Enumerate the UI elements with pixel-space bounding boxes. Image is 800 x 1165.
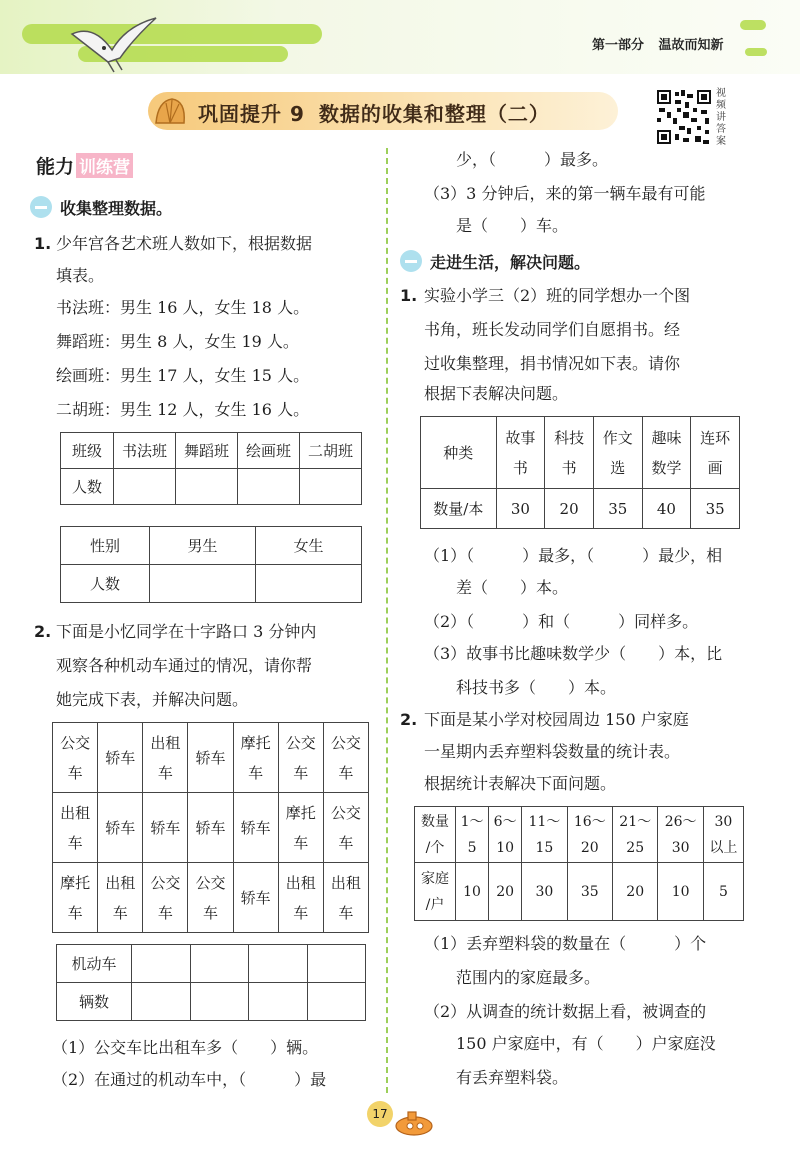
question-text: 根据统计表解决下面问题。 [424, 774, 617, 793]
range-end: 30 [671, 839, 690, 856]
vehicle-cell: 轿车 [98, 793, 143, 863]
bag-range [567, 807, 612, 863]
book-category: 趣味数学 [642, 417, 691, 489]
table-header: 书法班 [114, 433, 176, 469]
gender-count-table [60, 526, 362, 603]
family-count: 10 [456, 863, 489, 921]
seagull-illustration [64, 14, 164, 78]
table-header [415, 807, 456, 863]
question-text: 一星期内丢弃塑料袋数量的统计表。 [424, 742, 681, 761]
answer-cell[interactable] [307, 983, 366, 1021]
bag-range [703, 807, 743, 863]
part-subtitle: 温故而知新 [658, 38, 724, 53]
question-number: 1. [34, 234, 52, 253]
row-label: 人数 [61, 565, 150, 603]
vehicle-cell: 摩托车 [53, 863, 98, 933]
answer-cell[interactable] [249, 945, 308, 983]
book-category: 科技书 [545, 417, 594, 489]
answer-cell[interactable] [150, 565, 256, 603]
range-start: 1～ [460, 813, 484, 830]
book-category: 故事书 [496, 417, 545, 489]
book-count: 20 [545, 489, 594, 529]
section-icon [30, 196, 52, 218]
section-title-life: 走进生活，解决问题。 [430, 253, 591, 272]
sub-question: （1）丢弃塑料袋的数量在（ ）个 [424, 934, 707, 953]
question-text: 观察各种机动车通过的情况，请你帮 [56, 656, 313, 675]
answer-cell[interactable] [190, 983, 249, 1021]
range-end: 10 [496, 839, 515, 856]
vehicle-cell: 公交车 [143, 863, 188, 933]
answer-cell[interactable] [132, 983, 191, 1021]
row-label: 机动车 [57, 945, 132, 983]
vehicle-cell: 轿车 [233, 793, 278, 863]
answer-cell[interactable] [256, 565, 362, 603]
vehicle-cell: 公交车 [278, 723, 323, 793]
question-text: 实验小学三（2）班的同学想办一个图 [424, 286, 691, 305]
table-header: 舞蹈班 [176, 433, 238, 469]
class-data-line: 书法班：男生 16 人，女生 18 人。 [56, 298, 310, 317]
answer-cell[interactable] [114, 469, 176, 505]
book-count: 40 [642, 489, 691, 529]
header-line: 数量 [421, 813, 449, 830]
section-title-collect: 收集整理数据。 [60, 199, 173, 218]
vehicle-cell: 摩托车 [233, 723, 278, 793]
vehicle-observation-grid [52, 722, 369, 933]
header-brush-stroke [740, 20, 766, 30]
range-start: 30 [714, 813, 733, 830]
ability-label: 能力 [36, 156, 75, 178]
sub-question: （1）公交车比出租车多（ ）辆。 [52, 1038, 319, 1057]
family-count: 35 [567, 863, 612, 921]
vehicle-cell: 公交车 [323, 723, 368, 793]
class-count-table [60, 432, 362, 505]
range-start: 6～ [493, 813, 517, 830]
vehicle-cell: 轿车 [143, 793, 188, 863]
part-name: 第一部分 [592, 38, 645, 53]
bag-range [522, 807, 567, 863]
vehicle-cell: 轿车 [98, 723, 143, 793]
row-label: 辆数 [57, 983, 132, 1021]
column-divider [386, 148, 388, 1093]
range-start: 21～ [619, 813, 652, 830]
range-start: 11～ [528, 813, 561, 830]
answer-cell[interactable] [238, 469, 300, 505]
class-data-line: 二胡班：男生 12 人，女生 16 人。 [56, 400, 310, 419]
answer-cell[interactable] [132, 945, 191, 983]
book-category: 连环画 [691, 417, 740, 489]
sub-question-continued: 150 户家庭中，有（ ）户家庭没 [456, 1034, 716, 1053]
table-header: 班级 [61, 433, 114, 469]
table-header: 二胡班 [300, 433, 362, 469]
lesson-title-banner [148, 92, 618, 130]
qr-caption: 视频讲答案 [716, 88, 726, 147]
vehicle-cell: 轿车 [188, 793, 233, 863]
vehicle-cell: 出租车 [98, 863, 143, 933]
bag-range [658, 807, 703, 863]
book-count: 35 [593, 489, 642, 529]
family-count: 20 [489, 863, 522, 921]
bag-range [489, 807, 522, 863]
class-data-line: 舞蹈班：男生 8 人，女生 19 人。 [56, 332, 299, 351]
sub-question-continued: 少，（ ）最多。 [456, 150, 609, 169]
range-end: 15 [535, 839, 554, 856]
question-text: 下面是某小学对校园周边 150 户家庭 [424, 710, 689, 729]
range-end: 20 [580, 839, 599, 856]
answer-cell[interactable] [190, 945, 249, 983]
training-camp-badge: 训练营 [76, 153, 133, 178]
label-line: /户 [425, 896, 445, 913]
vehicle-cell: 出租车 [323, 863, 368, 933]
question-text: 填表。 [56, 266, 105, 285]
question-text: 过收集整理，捐书情况如下表。请你 [424, 354, 681, 373]
answer-cell[interactable] [249, 983, 308, 1021]
vehicle-cell: 公交车 [188, 863, 233, 933]
range-end: 以上 [709, 839, 738, 856]
section-icon [400, 250, 422, 272]
sub-question: （2）在通过的机动车中，（ ）最 [52, 1070, 327, 1089]
sub-question: （1）（ ）最多，（ ）最少，相 [424, 546, 723, 565]
submarine-icon [392, 1104, 436, 1138]
sub-question: （3）故事书比趣味数学少（ ）本，比 [424, 644, 723, 663]
book-donation-table [420, 416, 740, 529]
vehicle-cell: 公交车 [53, 723, 98, 793]
table-header: 种类 [421, 417, 497, 489]
class-data-line: 绘画班：男生 17 人，女生 15 人。 [56, 366, 310, 385]
family-count: 5 [703, 863, 743, 921]
family-count: 10 [658, 863, 703, 921]
question-text: 少年宫各艺术班人数如下，根据数据 [56, 234, 313, 253]
family-count: 30 [522, 863, 567, 921]
vehicle-cell: 轿车 [233, 863, 278, 933]
header-brush-stroke [745, 48, 767, 56]
range-end: 25 [626, 839, 645, 856]
label-line: 家庭 [421, 870, 449, 887]
question-text: 她完成下表，并解决问题。 [56, 690, 249, 709]
range-end: 5 [467, 839, 477, 856]
book-count: 30 [496, 489, 545, 529]
sub-question-continued: 范围内的家庭最多。 [456, 968, 601, 987]
sub-question: （3）3 分钟后，来的第一辆车最有可能 [424, 184, 706, 203]
row-label [415, 863, 456, 921]
bag-range [456, 807, 489, 863]
row-label: 人数 [61, 469, 114, 505]
vehicle-cell: 摩托车 [278, 793, 323, 863]
sub-question-continued: 有丢弃塑料袋。 [456, 1068, 569, 1087]
ability-camp-heading [36, 152, 133, 179]
family-count: 20 [613, 863, 658, 921]
lesson-title [198, 98, 550, 127]
question-number: 1. [400, 286, 418, 305]
question-number: 2. [400, 710, 418, 729]
lesson-topic: 数据的收集和整理（二） [318, 102, 550, 126]
book-count: 35 [691, 489, 740, 529]
table-header: 性别 [61, 527, 150, 565]
question-number: 2. [34, 622, 52, 641]
range-start: 16～ [573, 813, 606, 830]
shell-icon [152, 95, 188, 127]
plastic-bag-table [414, 806, 744, 921]
vehicle-cell: 出租车 [143, 723, 188, 793]
page-number: 17 [367, 1101, 393, 1127]
sub-question: （2）（ ）和（ ）同样多。 [424, 612, 699, 631]
sub-question-continued: 科技书多（ ）本。 [456, 678, 617, 697]
header-line: /个 [425, 839, 445, 856]
sub-question-continued: 是（ ）车。 [456, 216, 569, 235]
vehicle-cell: 公交车 [323, 793, 368, 863]
part-label [592, 34, 734, 53]
book-category: 作文选 [593, 417, 642, 489]
vehicle-tally-table [56, 944, 366, 1021]
answer-cell[interactable] [300, 469, 362, 505]
row-label: 数量/本 [421, 489, 497, 529]
question-text: 书角，班长发动同学们自愿捐书。经 [424, 320, 681, 339]
qr-code[interactable] [655, 88, 713, 146]
range-start: 26～ [664, 813, 697, 830]
answer-cell[interactable] [307, 945, 366, 983]
table-header: 男生 [150, 527, 256, 565]
answer-cell[interactable] [176, 469, 238, 505]
table-header: 女生 [256, 527, 362, 565]
lesson-number: 巩固提升 9 [198, 102, 305, 126]
vehicle-cell: 出租车 [278, 863, 323, 933]
vehicle-cell: 出租车 [53, 793, 98, 863]
table-header: 绘画班 [238, 433, 300, 469]
vehicle-cell: 轿车 [188, 723, 233, 793]
bag-range [613, 807, 658, 863]
question-text: 根据下表解决问题。 [424, 384, 569, 403]
sub-question-continued: 差（ ）本。 [456, 578, 569, 597]
question-text: 下面是小忆同学在十字路口 3 分钟内 [56, 622, 317, 641]
sub-question: （2）从调查的统计数据上看，被调查的 [424, 1002, 707, 1021]
